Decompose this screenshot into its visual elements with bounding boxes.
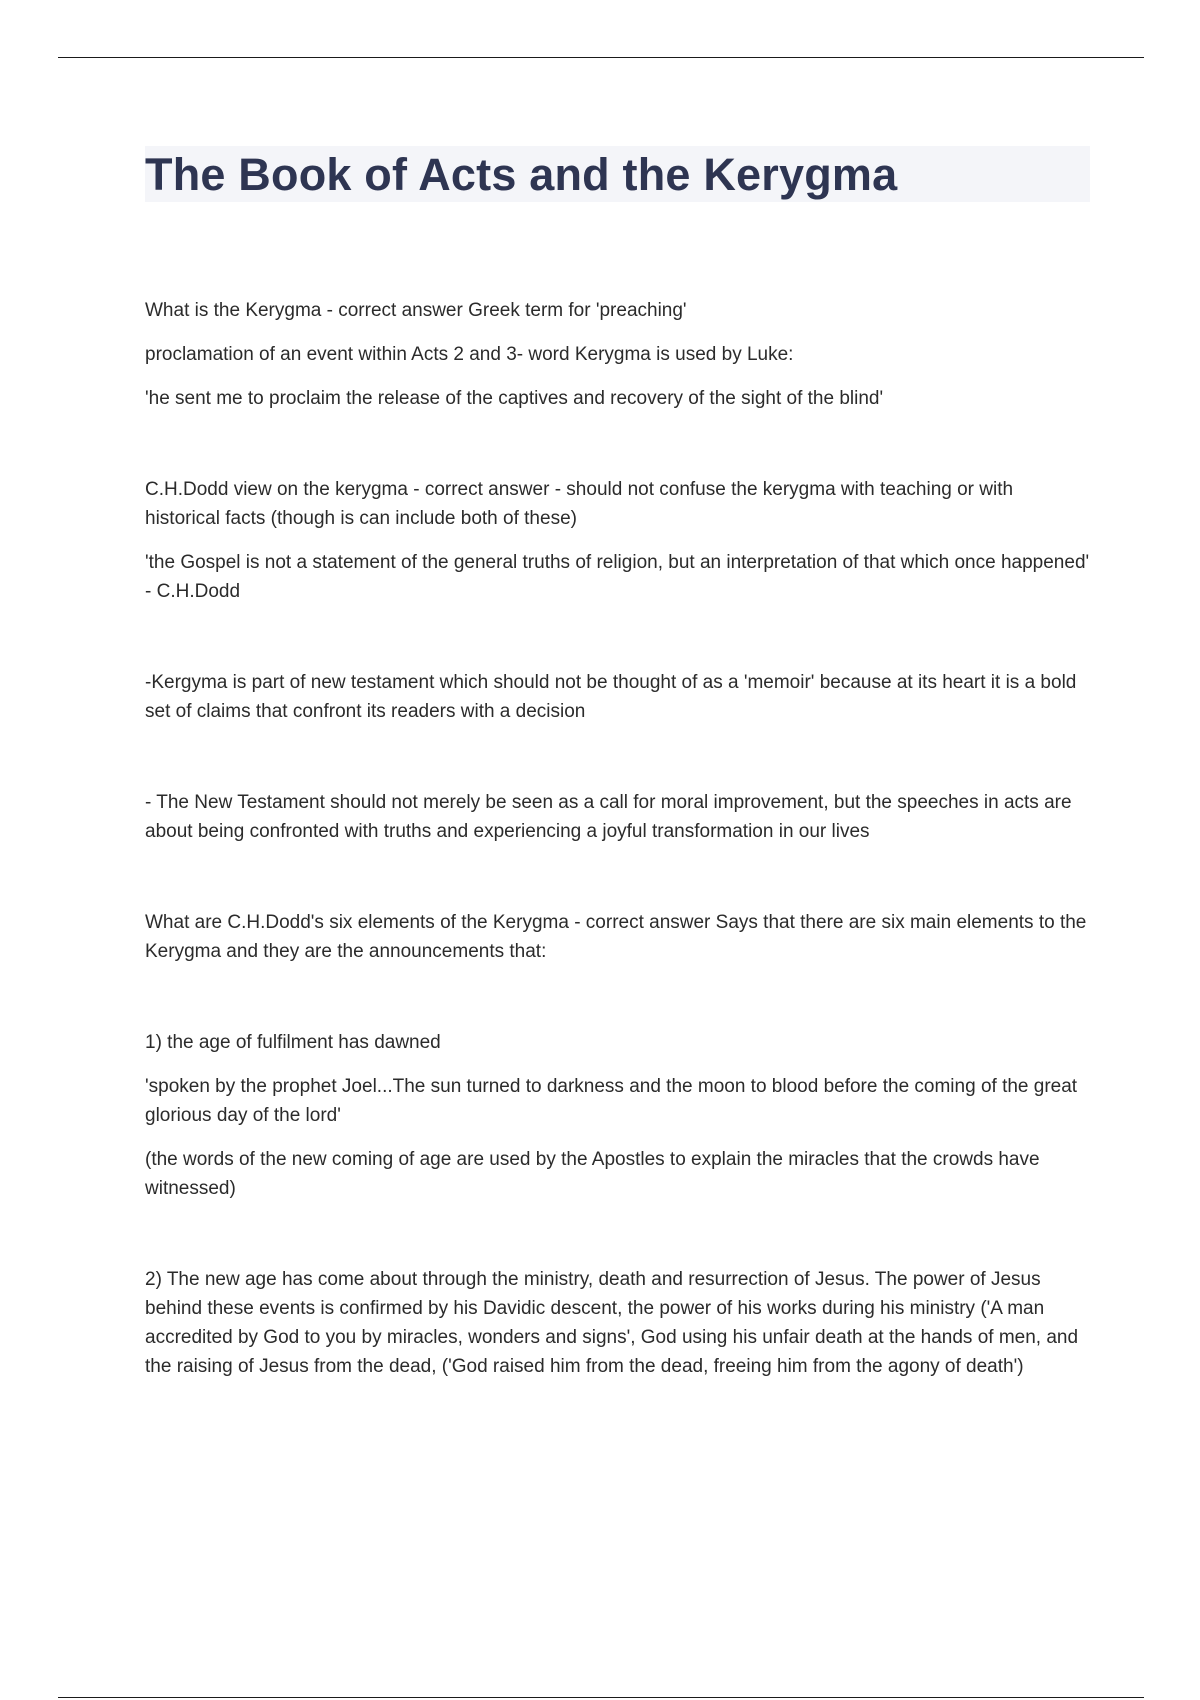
- paragraph: 'the Gospel is not a statement of the general truths of religion, but an interpretation of that which once happened' - C.H.Dodd: [145, 552, 1090, 602]
- paragraph: - The New Testament should not merely be seen as a call for moral improvement, but the speeches in acts are about being confronted with truths and experiencing a joyful transformation in our lives: [145, 792, 1072, 842]
- spacer: [145, 981, 1090, 1028]
- spacer: [145, 428, 1090, 475]
- paragraph: 'he sent me to proclaim the release of the captives and recovery of the sight of the blind': [145, 388, 884, 409]
- spacer: [145, 621, 1090, 668]
- title-band: [145, 146, 1090, 202]
- header-rule: [58, 57, 1144, 58]
- list-item: 2) The new age has come about through the ministry, death and resurrection of Jesus. The power of Jesus behind these events is confirmed by his Davidic descent, the power of his works during his ministry ('A man accredited by God to you by miracles, wonders and signs', God using his unfair death at the hands of men, and the raising of Jesus from the dead, ('God raised him from the dead, freeing him from the agony of death'): [145, 1269, 1079, 1377]
- paragraph: proclamation of an event within Acts 2 and 3- word Kerygma is used by Luke:: [145, 344, 794, 365]
- paragraph: (the words of the new coming of age are used by the Apostles to explain the miracles that the crowds have witnessed): [145, 1149, 1040, 1199]
- paragraph: What is the Kerygma - correct answer Greek term for 'preaching': [145, 300, 687, 321]
- paragraph: -Kergyma is part of new testament which should not be thought of as a 'memoir' because at its heart it is a bold set of claims that confront its readers with a decision: [145, 672, 1077, 722]
- document-title: The Book of Acts and the Kerygma: [145, 148, 898, 200]
- list-item: 1) the age of fulfilment has dawned: [145, 1032, 441, 1053]
- paragraph: 'spoken by the prophet Joel...The sun turned to darkness and the moon to blood before the coming of the great glorious day of the lord': [145, 1076, 1078, 1126]
- spacer: [145, 861, 1090, 908]
- spacer: [145, 741, 1090, 788]
- document-body: [145, 146, 1090, 1396]
- paragraph: What are C.H.Dodd's six elements of the Kerygma - correct answer Says that there are six main elements to the Kerygma and they are the announcements that:: [145, 912, 1087, 962]
- body-text: [145, 296, 1090, 1381]
- paragraph: C.H.Dodd view on the kerygma - correct answer - should not confuse the kerygma with teaching or with historical facts (though is can include both of these): [145, 479, 1014, 529]
- spacer: [145, 1218, 1090, 1265]
- footer-rule: [58, 1697, 1144, 1698]
